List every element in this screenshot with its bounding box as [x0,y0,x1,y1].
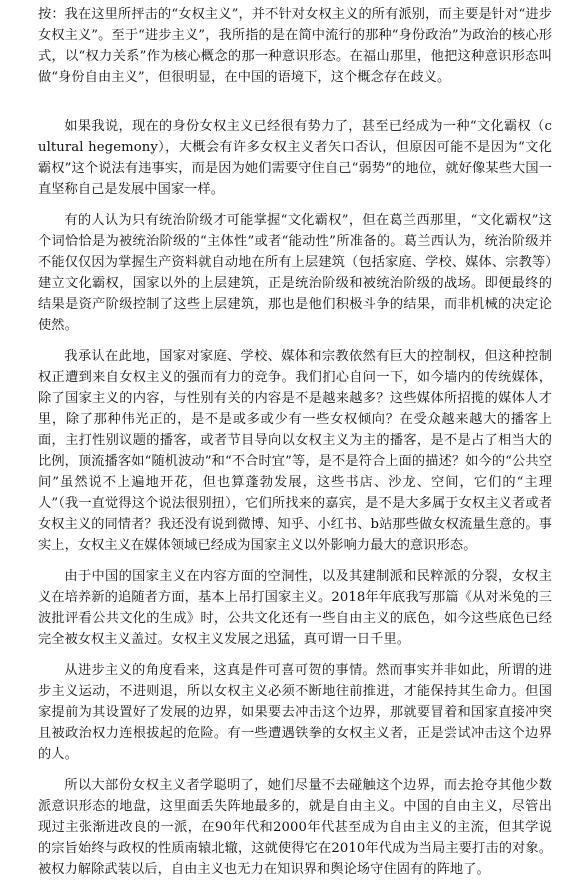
article-body [38,4,552,880]
paragraph-cultural-hegemony: 如果我说，现在的身份女权主义已经很有势力了，甚至已经成为一种“文化霸权（cultural hegemony），大概会有许多女权主义者矢口否认，但原因可能不是因为“文化霸权”这个说法有违事实，而是因为她们需要守住自己“弱势”的地位，就好像某些大国一直坚称自己是发展中国家一样。 [38,119,552,197]
paragraph-progressivism: 从进步主义的角度看来，这真是件可喜可贺的事情。然而事实并非如此，所谓的进步主义运动，不进则退，所以女权主义必须不断地往前推进，才能保持其生命力。但国家提前为其设置好了发展的边界，如果要去冲击这个边界，那就要冒着和国家直接冲突且被政治权力连根拔起的危险。有一些遭遇铁拳的女权主义者，正是尝试冲击这个边界的人。 [38,663,552,762]
paragraph-liberalism: 所以大部份女权主义者学聪明了，她们尽量不去碰触这个边界，而去抢夺其他少数派意识形态的地盘，这里面丢失阵地最多的，就是自由主义。中国的自由主义，尽管出现过主张渐进改良的一派，在90年代和2000年代甚至成为自由主义的主流，但其学说的宗旨始终与政权的性质南辕北辙，这就使得它在2010年代成为当局主要打击的对象。被权力解除武装以后，自由主义也无力在知识界和舆论场守住固有的阵地了。 [38,778,552,877]
paragraph-gramsci: 有的人认为只有统治阶级才可能掌握“文化霸权”，但在葛兰西那里，“文化霸权”这个词恰恰是为被统治阶级的“主体性”或者“能动性”所准备的。葛兰西认为，统治阶级并不能仅仅因为掌握生产资料就自动地在所有上层建筑（包括家庭、学校、媒体、宗教等）建立文化霸权，国家以外的上层建筑，正是统治阶级和被统治阶级的战场。即便最终的结果是资产阶级控制了这些上层建筑，那也是他们积极斗争的结果，而非机械的决定论使然。 [38,213,552,333]
paragraph-nationalism: 由于中国的国家主义在内容方面的空洞性，以及其建制派和民粹派的分裂，女权主义在培养新的追随者方面，基本上吊打国家主义。2018年年底我写那篇《从对米兔的三波批评看公共文化的生成》时，公共文化还有一些自由主义的底色，如今这些底色已经完全被女权主义盖过。女权主义发展之迅猛，真可谓一日千里。 [38,569,552,647]
paragraph-media-control: 我承认在此地，国家对家庭、学校、媒体和宗教依然有巨大的控制权，但这种控制权正遭到来自女权主义的强而有力的竞争。我们扪心自问一下，如今墙内的传统媒体，除了国家主义的内容，与性别有关的内容是不是越来越多？这些媒体所招揽的媒体人才里，除了那种伟光正的，是不是或多或少有一些女权倾向？在受众越来越大的播客上面，主打性别议题的播客，或者节目导向以女权主义为主的播客，是不是占了相当大的比例，顶流播客如“随机波动”和“不合时宜”等，是不是符合上面的描述？如今的“公共空间”虽然说不上遍地开花，但也算蓬勃发展，这些书店、沙龙、空间，它们的“主理人”（我一直觉得这个说法很别扭），它们所找来的嘉宾，是不是大多属于女权主义者或者女权主义的同情者？我还没有说到微博、知乎、小红书、b站那些做女权流量生意的。事实上，女权主义在媒体领域已经成为国家主义以外影响力最大的意识形态。 [38,349,552,553]
author-note: 按：我在这里所抨击的“女权主义”，并不针对女权主义的所有派别，而主要是针对“进步女权主义”。至于“进步主义”，我所指的是在简中流行的那种“身份政治”为政治的核心形式，以“权力关系”作为核心概念的那一种意识形态。在福山那里，他把这种意识形态叫做“身份自由主义”，但很明显，在中国的语境下，这个概念存在歧义。 [38,7,552,85]
